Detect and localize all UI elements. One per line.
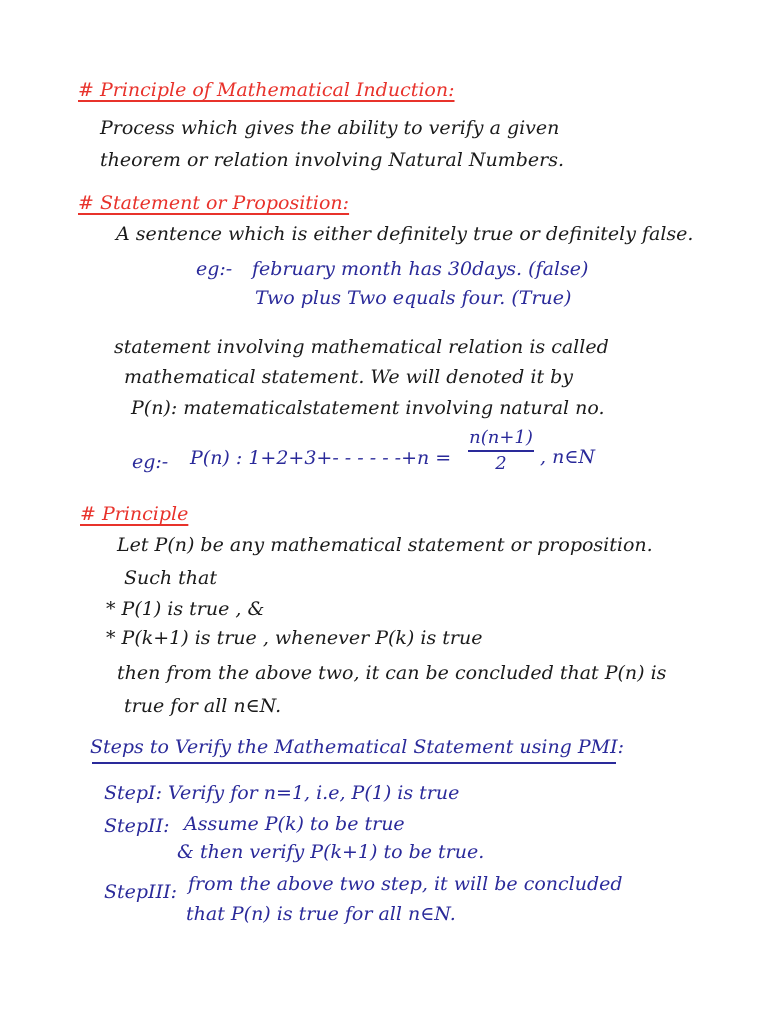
formula-lhs: P(n) : 1+2+3+- - - - - -+n = (190, 447, 452, 469)
example-false-statement: february month has 30days. (false) (252, 258, 589, 280)
principle-line4: true for all n∈N. (124, 695, 282, 717)
math-statement-line3: P(n): matematicalstatement involving natural no. (131, 397, 605, 419)
step3-label: StepIII: (104, 881, 177, 903)
statement-definition: A sentence which is either definitely true or definitely false. (116, 223, 694, 245)
steps-underline (92, 762, 616, 764)
formula-denominator: 2 (495, 452, 507, 474)
principle-line2: Such that (124, 567, 218, 589)
step1: StepI: Verify for n=1, i.e, P(1) is true (104, 782, 460, 804)
example-true-statement: Two plus Two equals four. (True) (255, 287, 572, 309)
pmi-definition-line2: theorem or relation involving Natural Numbers. (100, 149, 564, 171)
example-label: eg:- (196, 258, 233, 280)
fraction-bar (468, 450, 534, 452)
formula-example-label: eg:- (132, 451, 169, 473)
steps-heading: Steps to Verify the Mathematical Statement using PMI: (90, 736, 625, 758)
step2-label: StepII: (104, 815, 170, 837)
formula-numerator: n(n+1) (469, 427, 533, 448)
step2-line1: Assume P(k) to be true (184, 813, 405, 835)
pmi-heading: # Principle of Mathematical Induction: (78, 79, 455, 101)
math-statement-line2: mathematical statement. We will denoted it by (124, 366, 574, 388)
math-statement-line1: statement involving mathematical relation is called (114, 336, 609, 358)
step3-line2: that P(n) is true for all n∈N. (186, 903, 456, 925)
pmi-definition-line1: Process which gives the ability to verify a given (100, 117, 560, 139)
step2-line2: & then verify P(k+1) to be true. (177, 841, 485, 863)
statement-heading: # Statement or Proposition: (78, 192, 350, 214)
principle-bullet1: * P(1) is true , & (106, 598, 265, 620)
formula-fraction (468, 428, 534, 474)
principle-line1: Let P(n) be any mathematical statement or proposition. (117, 534, 653, 556)
step3-line1: from the above two step, it will be concluded (188, 873, 623, 895)
formula-domain: , n∈N (540, 446, 596, 468)
principle-line3: then from the above two, it can be concluded that P(n) is (117, 662, 667, 684)
principle-bullet2: * P(k+1) is true , whenever P(k) is true (106, 627, 483, 649)
principle-heading: # Principle (80, 503, 189, 525)
